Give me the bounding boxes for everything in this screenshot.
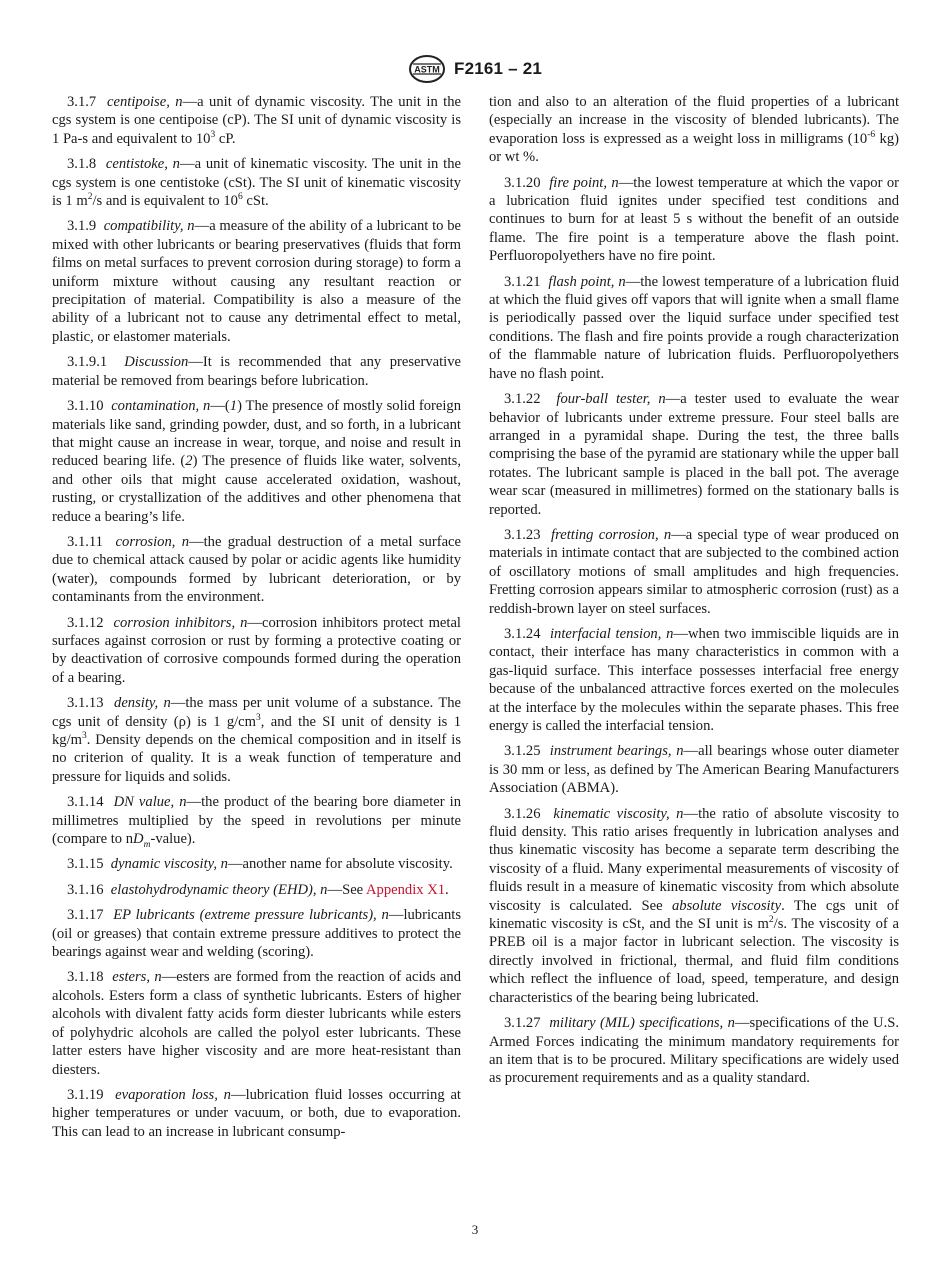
definition-paragraph: 3.1.21 flash point, n—the lowest temperature of a lubrication fluid at which the fluid gives off vapors that will ignite when a small flame is periodically passed over the liquid surface under specified test conditions. The flash and fire points provide a rough characterization of the flammable nature of lubrication fluids. Perfluoropolyethers have no flash point. [489,273,900,382]
left-column [52,93,461,1148]
page-number: 3 [471,1222,479,1237]
definition-paragraph: 3.1.14 DN value, n—the product of the bearing bore diameter in millimetres multiplied by the speed in revolutions per minute (compare to $nD_m-value$). [52,794,461,850]
definition-paragraph: 3.1.23 fretting corrosion, n—a special type of wear produced on materials in intimate contact that are subjected to the combined action of oscillatory motions of small amplitudes and high frequencies. Fretting corrosion appears similar to atmospheric corrosion (rust) as a reddish-brown layer on steel surfaces. [489,526,899,617]
definition-paragraph: 3.1.27 military (MIL) specifications, n—specifications of the U.S. Armed Forces indicating the minimum mandatory requirements for an item that is to be procured. Military specifications are widely used as procurement requirements and as a quality standard. [489,1015,899,1087]
appendix-link[interactable]: Appendix X1 [366,881,446,898]
page-header [0,54,950,84]
definition-paragraph: 3.1.18 esters, n—esters are formed from the reaction of acids and alcohols. Esters form a class of synthetic lubricants. Esters of higher alcohols with divalent fatty acids form diester lubricants while esters of polyhydric alcohols are called the polyol ester lubricants. These latter esters have higher viscosity and are more heat-resistant than diesters. [52,969,461,1078]
definition-paragraph: 3.1.7 centipoise, n—a unit of dynamic viscosity. The unit in the cgs system is one centipoise (cP). The SI unit of dynamic viscosity is 1 Pa-s and equivalent to $10^3$ cP. [52,94,461,147]
discussion-paragraph: 3.1.9.1 Discussion—It is recommended that any preservative material be removed from bearings before lubrication. [52,354,461,389]
definition-paragraph: 3.1.8 centistoke, n—a unit of kinematic viscosity. The unit in the cgs system is one centistoke (cSt). The SI unit of kinematic viscosity is 1 $m^2/s$ and is equivalent to $10^6$ cSt. [52,156,461,210]
document-id: F2161 – 21 [453,59,542,78]
continued-paragraph: tion and also to an alteration of the fluid properties of a lubricant (especially an increase in the viscosity of blended lubricants). The evaporation loss is expressed as a weight loss in milligrams ($10^{-6}$ kg) or wt %. [489,94,899,166]
definition-paragraph: 3.1.24 interfacial tension, n—when two immiscible liquids are in contact, their interface has many characteristics in common with a gas-liquid surface. This interface possesses interfacial free energy because of the unbalanced attractive forces exerted on the molecules at the interface by the molecules within the separate phases. This free energy is called the interfacial tension. [489,625,900,734]
astm-logo-icon [408,54,446,84]
definition-paragraph: 3.1.12 corrosion inhibitors, n—corrosion inhibitors protect metal surfaces against corrosion or rust by forming a protective coating or by deactivation of corrosive compounds formed during the operation of a bearing. [52,614,461,686]
definition-paragraph: 3.1.10 contamination, n—(1) The presence of mostly solid foreign materials like sand, grinding powder, dust, and so forth, in a lubricant that might cause an increase in wear, torque, and noise and result in reduced bearing life. (2) The presence of fluids like water, solvents, and other oils that might cause accelerated oxidation, washout, rusting, or crystallization of the additives and other phenomena that reduce a bearing’s life. [52,398,462,525]
definition-paragraph: 3.1.25 instrument bearings, n—all bearings whose outer diameter is 30 mm or less, as defined by The American Bearing Manufacturers Association (ABMA). [489,743,899,797]
definition-paragraph: 3.1.19 evaporation loss, n—lubrication fluid losses occurring at higher temperatures or under vacuum, or both, due to evaporation. This can lead to an increase in lubricant consump- [52,1086,461,1140]
definition-paragraph: 3.1.20 fire point, n—the lowest temperature at which the vapor or a lubrication fluid ignites under specified test conditions and continues to burn for at least 5 s without the benefit of an outside flame. The fire point is a temperature above the flash point. Perfluoropolyethers have no fire point. [489,174,899,265]
definition-paragraph: 3.1.11 corrosion, n—the gradual destruction of a metal surface due to chemical attack caused by polar or acidic agents like humidity (water), compounds formed by lubricant deterioration, or by contaminants from the environment. [52,533,461,606]
right-column [489,93,899,1095]
definition-paragraph: 3.1.13 density, n—the mass per unit volume of a substance. The cgs unit of density (ρ) is 1 $g/cm^3$, and the SI unit of density is 1 $kg/m^3$. Density depends on the chemical composition and in itself is no criterion of quality. It is a weak function of temperature and pressure for liquids and solids. [52,695,462,785]
definition-paragraph: 3.1.26 kinematic viscosity, n—the ratio of absolute viscosity to fluid density. This ratio arises frequently in lubrication analyses and thus kinematic viscosity has become a separate term describing the viscosity of a fluid. Many experimental measurements of viscosity of fluids result in a measure of kinematic viscosity from which absolute viscosity is calculated. See absolute viscosity. The cgs unit of kinematic viscosity is cSt, and the SI unit is $m^2/s$. The viscosity of a PREB oil is a major factor in lubricant selection. The viscosity is directly involved in frictional, thermal, and fluid film conditions which reflect the influence of load, speed, temperature, and design characteristics of the bearing being lubricated. [489,805,900,1006]
definition-paragraph: 3.1.15 dynamic viscosity, n—another name for absolute viscosity. [67,856,453,873]
definition-paragraph: 3.1.22 four-ball tester, n—a tester used to evaluate the wear behavior of lubricants under extreme pressure. Four steel balls are arranged in a pyramidal shape. During the test, the three balls comprising the base of the pyramid are stationary while the upper ball rotates. The lubricant sample is placed in the ball pot. The average wear scar (measured in millimetres) formed on the stationary balls is reported. [489,391,899,518]
definition-paragraph: 3.1.16 elastohydrodynamic theory (EHD), n—See Appendix X1. [67,881,449,898]
definition-paragraph: 3.1.9 compatibility, n—a measure of the ability of a lubricant to be mixed with other lubricants or bearing preservatives (fluids that form films on metal surfaces to prevent corrosion during storage) to form a uniform mixture without causing any resultant reaction or precipitation of material. Compatibility is also a measure of the ability of a lubricant not to cause any detrimental effect to metal, plastic, or elastomer materials. [52,218,461,345]
svg-text:ASTM: ASTM [414,64,440,75]
definition-paragraph: 3.1.17 EP lubricants (extreme pressure lubricants), n—lubricants (oil or greases) that contain extreme pressure additives to protect the bearings against wear and welding (scoring). [52,907,462,961]
